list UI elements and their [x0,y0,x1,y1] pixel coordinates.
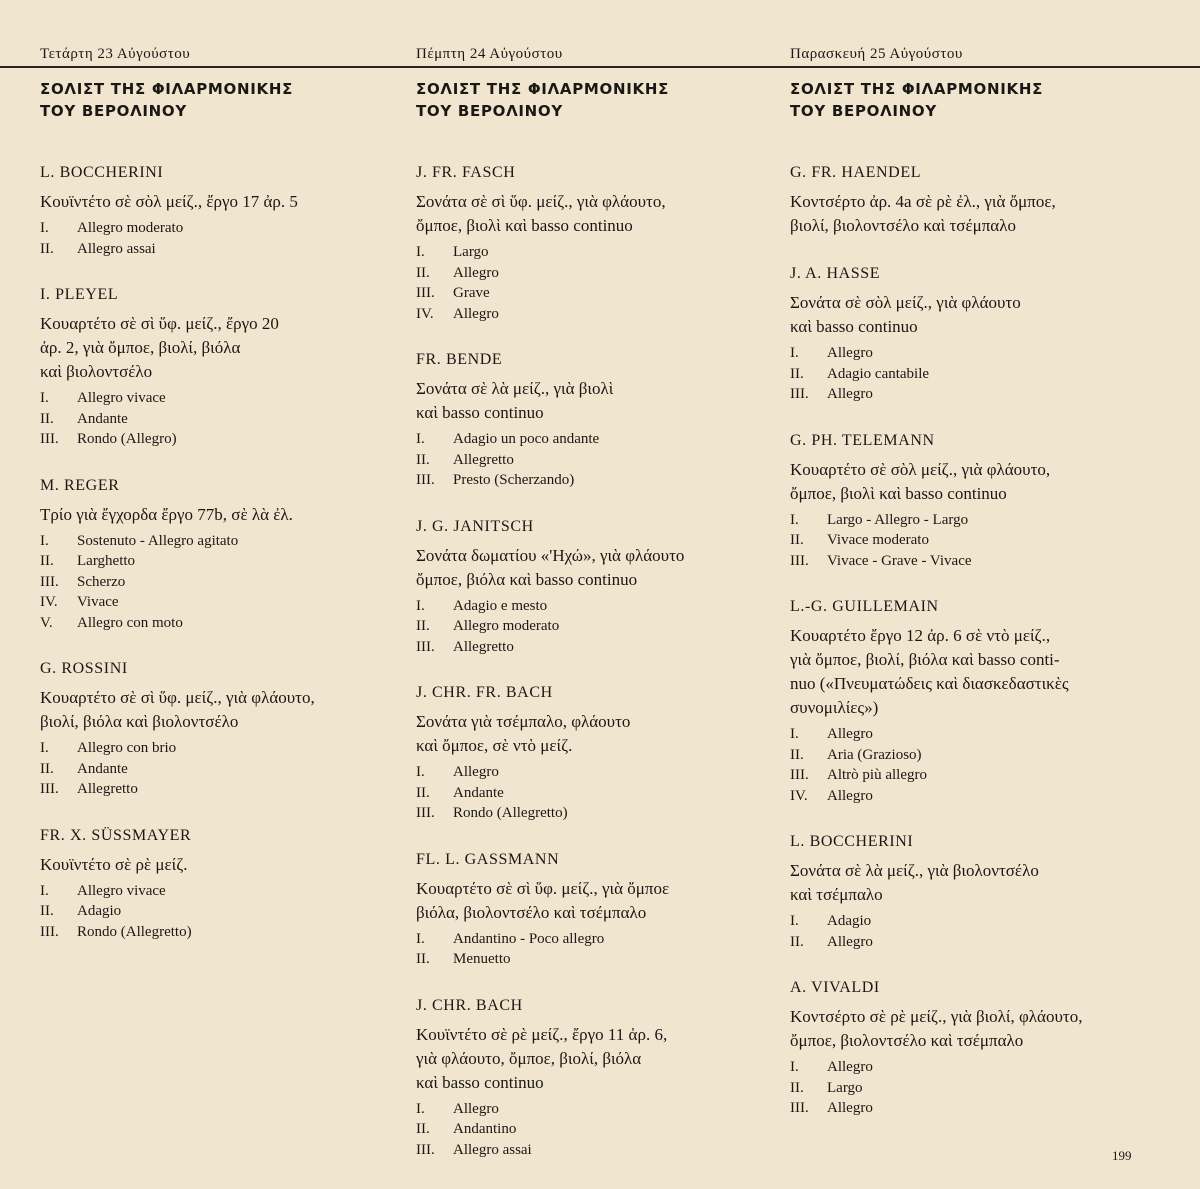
movement-item [416,304,776,325]
program-column-thursday [416,78,776,1185]
movement-name: Adagio [827,913,872,929]
work-description [416,377,776,425]
movement-number: III. [40,781,59,797]
movement-name: Aria (Grazioso) [827,746,922,763]
movement-item [40,531,390,552]
movement-name: Largo [827,1079,863,1096]
composer-name: I. PLEYEL [40,286,119,303]
movement-number: III. [790,767,809,783]
movement-number: II. [790,746,804,763]
ensemble-title-line: ΣΟΛΙΣΤ ΤΗΣ ΦΙΛΑΡΜΟΝΙΚΗΣ [416,80,670,98]
movement-name: Vivace [77,594,119,610]
work-description-line: Κουαρτέτο σὲ σὶ ὕφ. μείζ., ἔργο 20 [40,314,279,333]
movement-item [790,1078,1150,1099]
movement-item [790,1057,1150,1078]
work-description-line: Κοντσέρτο σὲ ρὲ μείζ., γιὰ βιολί, φλάουτο, [790,1007,1083,1026]
work-description-line: nuo («Πνευματώδεις καὶ διασκεδαστικὲς [790,674,1069,693]
composer-name: J. CHR. FR. BACH [416,684,553,701]
ensemble-title-line: ΣΟΛΙΣΤ ΤΗΣ ΦΙΛΑΡΜΟΝΙΚΗΣ [790,80,1044,98]
movement-item [790,364,1150,385]
movement-name: Largo - Allegro - Largo [827,511,969,528]
movement-name: Adagio cantabile [827,365,930,382]
movement-number: I. [40,220,49,236]
movement-name: Allegretto [453,638,514,655]
movement-number: III. [416,1141,435,1158]
movement-name: Allegro moderato [453,618,560,634]
movement-item [416,783,776,804]
composer-name: J. G. JANITSCH [416,517,534,535]
movement-item [416,429,776,450]
movement-name: Andante [453,784,504,801]
movement-number: II. [416,1121,430,1137]
movement-item [40,572,390,593]
work-entry [416,162,776,324]
movement-number: I. [790,345,799,361]
work-entry [790,831,1150,952]
movement-name: Andantino - Poco allegro [453,930,605,947]
work-entry [40,284,390,450]
movement-number: V. [40,614,53,631]
movement-item [790,510,1150,531]
movement-name: Allegro assai [77,240,156,257]
work-entry [40,162,390,259]
movement-item [416,803,776,824]
movement-name: Allegro [453,764,499,780]
work-entry [790,162,1150,238]
composer-name: M. REGER [40,476,120,494]
movement-item [40,239,390,260]
movement-number: III. [40,923,59,940]
work-description-line: Σονάτα γιὰ τσέμπαλο, φλάουτο [416,712,631,731]
work-description-line: γιὰ ὄμποε, βιολί, βιόλα καὶ basso conti- [790,650,1060,669]
work-description-line: Τρίο γιὰ ἔγχορδα ἔργο 77b, σὲ λὰ ἐλ. [40,504,293,524]
movement-number: II. [790,1079,804,1096]
movement-name: Andantino [453,1121,517,1137]
movement-item [40,429,390,450]
movement-item [790,343,1150,364]
work-description [416,544,776,592]
work-description [40,190,390,214]
movement-name: Rondo (Allegretto) [453,805,568,821]
movement-item [40,551,390,572]
movement-number: II. [790,933,804,950]
program-column-wednesday [40,78,390,967]
program-column-friday [790,78,1150,1144]
movement-item [416,1099,776,1120]
work-description [40,686,390,734]
work-description [416,190,776,238]
work-description-line: Κοντσέρτο ἀρ. 4a σὲ ρὲ ἐλ., γιὰ ὄμποε, [790,192,1056,211]
day-thursday: Πέμπτη 24 Αὐγούστου [416,46,563,62]
ensemble-title-line: ΤΟΥ ΒΕΡΟΛΙΝΟΥ [790,102,937,120]
movement-name: Allegro con brio [77,740,177,756]
ensemble-title-line: ΤΟΥ ΒΕΡΟΛΙΝΟΥ [416,102,563,120]
movement-number: II. [790,532,804,548]
movement-number: I. [40,532,49,549]
movement-number: III. [790,1100,809,1116]
work-entry [416,849,776,970]
work-entry [790,596,1150,806]
movement-item [416,596,776,617]
movement-name: Allegro moderato [77,220,184,236]
movement-name: Allegro [827,386,873,402]
movement-name: Altrò più allegro [827,767,927,783]
movement-name: Presto (Scherzando) [453,472,575,488]
ensemble-title [40,78,390,122]
movement-item [40,922,390,943]
work-description-line: Σονάτα σὲ λὰ μείζ., γιὰ βιολοντσέλο [790,861,1039,880]
movement-name: Vivace - Grave - Vivace [827,552,972,569]
composer-name: FR. BENDE [416,351,503,368]
work-description [416,1023,776,1095]
movement-item [40,759,390,780]
movement-name: Andante [77,760,128,777]
movement-number: III. [416,285,435,301]
composer-name: G. PH. TELEMANN [790,431,935,449]
movement-name: Allegro [453,1100,499,1117]
composer-name: FR. X. SÜSSMAYER [40,826,192,844]
composer-name: J. A. HASSE [790,265,881,282]
movement-name: Allegro assai [453,1141,532,1158]
ensemble-title-line: ΣΟΛΙΣΤ ΤΗΣ ΦΙΛΑΡΜΟΝΙΚΗΣ [40,80,294,98]
movement-item [790,530,1150,551]
movement-item [416,949,776,970]
movement-name: Andante [77,410,128,427]
movement-number: I. [790,726,799,742]
work-description [790,291,1150,339]
work-description-line: Κουϊντέτο σὲ ρὲ μείζ., ἔργο 11 ἀρ. 6, [416,1024,668,1044]
movement-name: Adagio un poco andante [453,431,600,447]
work-description [790,190,1150,238]
movement-number: III. [416,472,435,488]
movement-item [416,283,776,304]
work-description [40,312,390,384]
movement-item [790,384,1150,405]
work-entry [416,349,776,491]
work-entry [40,658,390,800]
work-entry [416,516,776,658]
work-description-line: βιολί, βιολοντσέλο καὶ τσέμπαλο [790,216,1016,235]
work-description-line: καὶ βιολοντσέλο [40,362,153,381]
movement-number: III. [790,386,809,402]
movement-name: Vivace moderato [827,532,929,548]
movement-name: Allegro vivace [77,390,166,406]
movement-number: II. [416,451,430,468]
composer-name: A. VIVALDI [790,979,880,996]
work-description-line: Κουϊντέτο σὲ σὸλ μείζ., ἔργο 17 ἀρ. 5 [40,192,298,211]
movement-number: IV. [40,594,58,610]
movement-name: Rondo (Allegretto) [77,923,192,940]
work-description-line: βιόλα, βιολοντσέλο καὶ τσέμπαλο [416,902,647,922]
movement-number: II. [40,760,54,777]
work-description-line: Κουϊντέτο σὲ ρὲ μείζ. [40,854,188,874]
movement-name: Scherzo [77,573,126,590]
movement-number: I. [40,740,49,756]
movement-number: III. [40,431,59,447]
work-description-line: καὶ basso continuo [416,403,544,422]
ensemble-title [416,78,776,122]
movement-name: Grave [453,285,490,301]
movement-name: Allegro [827,1059,873,1075]
ensemble-title [790,78,1150,122]
work-description [790,624,1150,720]
day-friday: Παρασκευή 25 Αὐγούστου [790,46,963,62]
movement-item [40,738,390,759]
work-description-line: βιολί, βιόλα καὶ βιολοντσέλο [40,712,239,731]
movement-name: Allegro [827,787,873,804]
work-description-line: Σονάτα σὲ σὶ ὕφ. μείζ., γιὰ φλάουτο, [416,192,666,211]
movement-name: Allegro vivace [77,882,166,899]
movement-name: Allegro [827,1100,873,1116]
movement-item [790,745,1150,766]
movement-item [790,724,1150,745]
movement-number: I. [790,511,799,528]
movement-number: I. [416,930,425,947]
movement-item [416,929,776,950]
day-header [0,40,1200,68]
movement-number: I. [416,597,425,614]
movement-name: Sostenuto - Allegro agitato [77,532,239,549]
work-description-line: καὶ basso continuo [790,317,918,336]
movement-name: Allegretto [77,781,138,797]
movement-number: II. [416,618,430,634]
movement-name: Allegro [827,345,873,361]
movement-name: Allegro [827,726,873,742]
movement-item [416,470,776,491]
movement-item [416,637,776,658]
movement-number: I. [40,882,49,899]
day-wednesday: Τετάρτη 23 Αὐγούστου [40,46,191,62]
movement-item [790,765,1150,786]
movement-number: II. [40,240,54,257]
work-description-line: Σονάτα δωματίου «'Ηχώ», γιὰ φλάουτο [416,545,685,565]
movement-item [40,388,390,409]
work-description [40,503,390,527]
movement-number: II. [416,264,430,281]
movement-number: III. [790,552,809,569]
movement-item [416,242,776,263]
movement-number: I. [416,1100,425,1117]
work-entry [790,977,1150,1119]
movement-item [790,786,1150,807]
work-description-line: συνομιλίες») [790,698,879,717]
work-description-line: Κουαρτέτο σὲ σὶ ὕφ. μείζ., γιὰ φλάουτο, [40,688,315,707]
composer-name: J. FR. FASCH [416,164,516,181]
work-description [416,710,776,758]
movement-number: I. [416,764,425,780]
ensemble-title-line: ΤΟΥ ΒΕΡΟΛΙΝΟΥ [40,102,187,120]
movement-name: Allegretto [453,451,514,468]
composer-name: G. ROSSINI [40,660,128,677]
movement-item [40,613,390,634]
work-description [790,458,1150,506]
work-description-line: ὄμποε, βιολὶ καὶ basso continuo [790,483,1007,503]
work-description-line: ὄμποε, βιολὶ καὶ basso continuo [416,216,633,235]
work-description-line: Σονάτα σὲ σὸλ μείζ., γιὰ φλάουτο [790,293,1021,312]
movement-number: I. [416,244,425,260]
composer-name: L. BOCCHERINI [40,164,164,181]
movement-item [40,901,390,922]
movement-name: Allegro con moto [77,614,183,631]
movement-number: II. [790,365,804,382]
page-number: 199 [1112,1148,1132,1163]
work-description [790,859,1150,907]
movement-name: Menuetto [453,951,511,967]
work-description [416,877,776,925]
composer-name: G. FR. HAENDEL [790,164,922,181]
movement-number: IV. [416,305,434,322]
movement-number: II. [40,553,54,569]
movement-name: Adagio e mesto [453,597,548,614]
movement-item [416,762,776,783]
movement-item [790,932,1150,953]
work-entry [40,475,390,634]
movement-number: II. [40,410,54,427]
movement-item [416,263,776,284]
movement-item [40,218,390,239]
movement-number: I. [40,390,49,406]
work-entry [790,263,1150,405]
movement-item [790,551,1150,572]
movement-name: Rondo (Allegro) [77,431,177,447]
work-entry [416,682,776,824]
work-description-line: Κουαρτέτο ἔργο 12 ἀρ. 6 σὲ ντὸ μείζ., [790,626,1051,645]
composer-name: FL. L. GASSMANN [416,850,560,868]
movement-item [416,1140,776,1161]
work-description-line: καὶ basso continuo [416,1072,544,1092]
movement-item [40,881,390,902]
movement-number: I. [790,1059,799,1075]
movement-item [416,616,776,637]
work-description [40,853,390,877]
movement-item [40,592,390,613]
work-description-line: γιὰ φλάουτο, ὄμποε, βιολί, βιόλα [416,1048,642,1068]
movement-item [790,911,1150,932]
work-entry [416,995,776,1161]
movement-name: Allegro [827,933,873,950]
work-description-line: Σονάτα σὲ λὰ μείζ., γιὰ βιολὶ [416,379,614,398]
movement-name: Allegro [453,264,499,281]
movement-item [416,1119,776,1140]
movement-number: III. [40,573,59,590]
work-description-line: καὶ τσέμπαλο [790,885,883,904]
movement-number: III. [416,638,435,655]
work-description-line: Κουαρτέτο σὲ σὸλ μείζ., γιὰ φλάουτο, [790,459,1051,479]
header-rule [0,66,1200,68]
work-description-line: ἀρ. 2, γιὰ ὄμποε, βιολί, βιόλα [40,338,241,357]
movement-item [40,409,390,430]
work-description-line: ὄμποε, βιόλα καὶ basso continuo [416,569,638,589]
movement-name: Adagio [77,903,122,919]
movement-number: II. [40,903,54,919]
work-description-line: ὄμποε, βιολοντσέλο καὶ τσέμπαλο [790,1031,1024,1050]
movement-number: IV. [790,787,808,804]
movement-number: III. [416,805,435,821]
movement-item [40,779,390,800]
work-description [790,1005,1150,1053]
composer-name: L. BOCCHERINI [790,833,914,850]
work-description-line: καὶ ὄμποε, σὲ ντὸ μείζ. [416,736,573,755]
movement-number: I. [416,431,425,447]
work-entry [790,430,1150,572]
movement-number: I. [790,913,799,929]
movement-number: II. [416,784,430,801]
movement-item [416,450,776,471]
work-description-line: Κουαρτέτο σὲ σὶ ὕφ. μείζ., γιὰ ὄμποε [416,878,670,898]
movement-item [790,1098,1150,1119]
movement-number: II. [416,951,430,967]
movement-name: Allegro [453,305,499,322]
composer-name: J. CHR. BACH [416,996,523,1014]
movement-name: Larghetto [77,553,136,569]
work-entry [40,825,390,943]
movement-name: Largo [453,244,489,260]
composer-name: L.-G. GUILLEMAIN [790,598,939,615]
